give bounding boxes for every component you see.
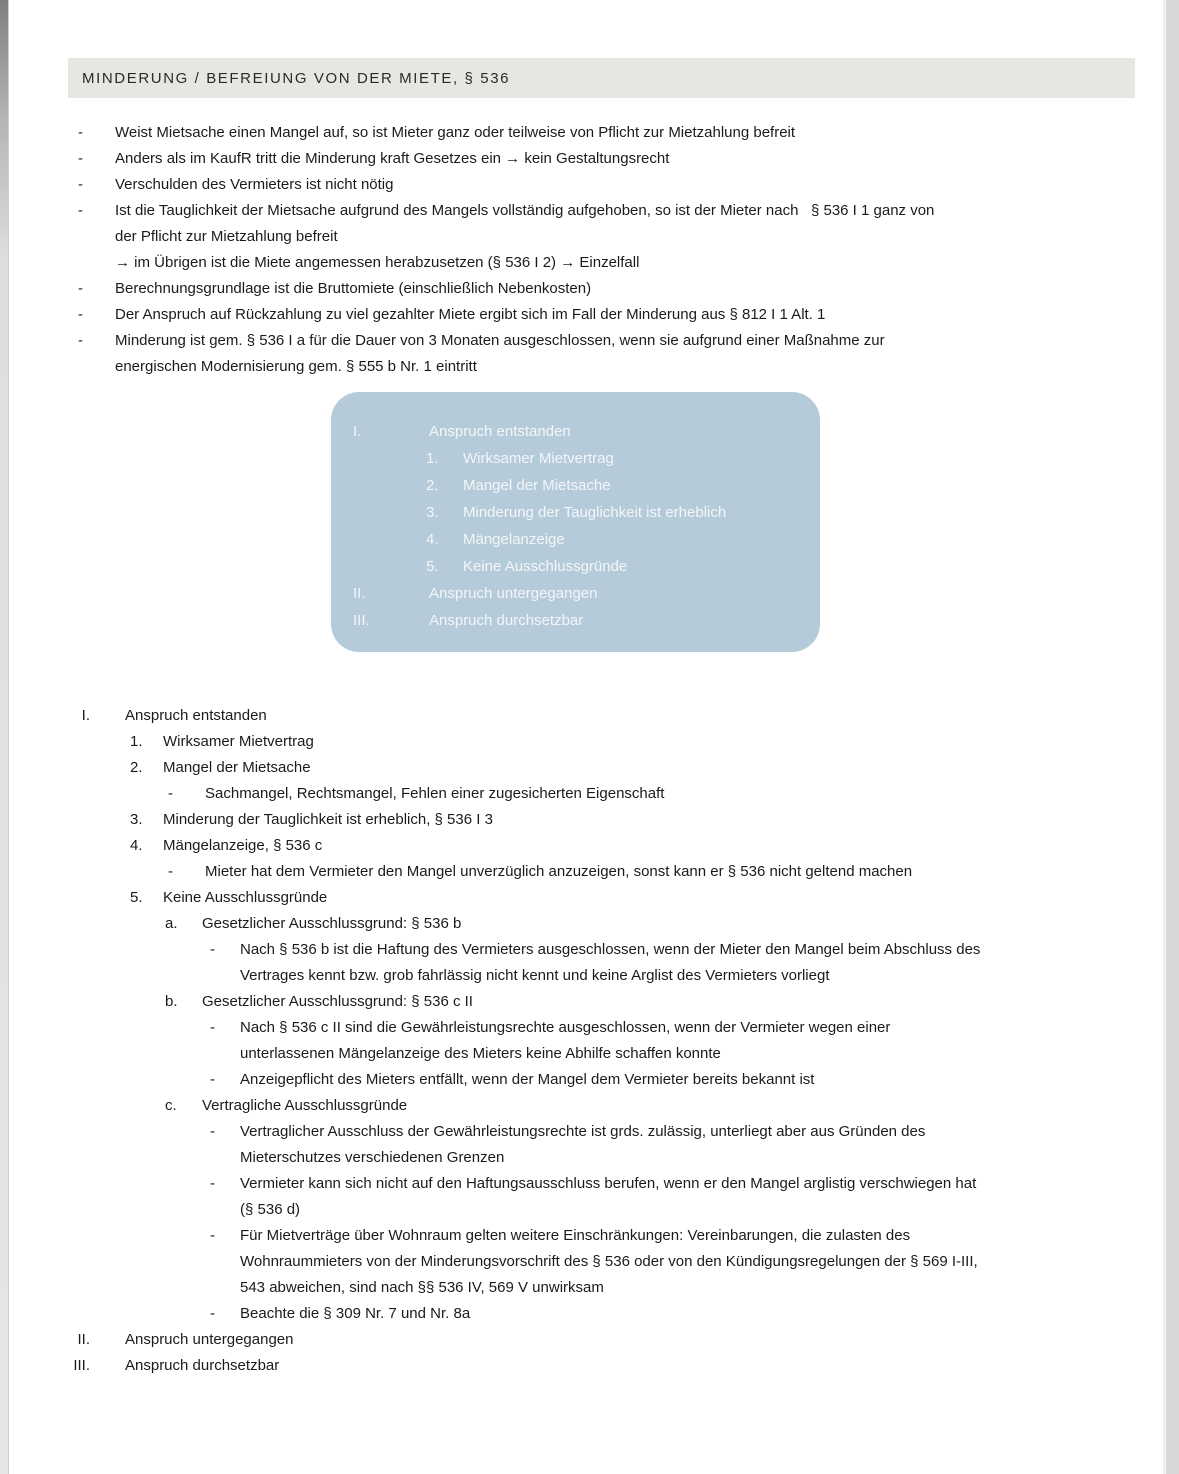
bullet-item xyxy=(78,276,1138,302)
outline-line: Mangel der Mietsache xyxy=(163,759,311,776)
outline-item xyxy=(130,755,1153,781)
outline-item xyxy=(210,1171,1153,1223)
outline-marker: - xyxy=(210,941,215,958)
bullet-item xyxy=(78,328,1138,380)
box-marker: 2. xyxy=(426,477,439,494)
outline-item xyxy=(165,911,1153,937)
bullet-line: Berechnungsgrundlage ist die Bruttomiete (einschließlich Nebenkosten) xyxy=(115,280,592,297)
box-item xyxy=(353,607,820,634)
bullet-dash: - xyxy=(78,176,83,193)
outline-marker: - xyxy=(168,863,173,880)
bullet-dash: - xyxy=(78,306,83,323)
box-label: Mängelanzeige xyxy=(463,531,565,548)
outline-line: Keine Ausschlussgründe xyxy=(163,889,328,906)
outline-line: Beachte die § 309 Nr. 7 und Nr. 8a xyxy=(240,1305,471,1322)
outline-item xyxy=(210,1223,1153,1301)
outline-marker: III. xyxy=(73,1357,90,1374)
outline-line: Anspruch entstanden xyxy=(125,707,267,724)
outline-item xyxy=(210,937,1153,989)
outline-line: Anspruch untergegangen xyxy=(125,1331,294,1348)
outline-item xyxy=(130,729,1153,755)
bullet-item xyxy=(78,302,1138,328)
outline-marker: 3. xyxy=(130,811,143,828)
outline-line: Nach § 536 c II sind die Gewährleistungsrechte ausgeschlossen, wenn der Vermieter wegen einer xyxy=(240,1019,891,1036)
outline-line: Nach § 536 b ist die Haftung des Vermieters ausgeschlossen, wenn der Mieter den Mangel beim Abschluss des xyxy=(240,941,981,958)
outline-line: Mieterschutzes verschiedenen Grenzen xyxy=(240,1149,505,1166)
bullet-line: Anders als im KaufR tritt die Minderung kraft Gesetzes ein → kein Gestaltungsrecht xyxy=(115,150,670,167)
outline-line: Mieter hat dem Vermieter den Mangel unverzüglich anzuzeigen, sonst kann er § 536 nicht geltend machen xyxy=(205,863,913,880)
bullet-item xyxy=(78,172,1138,198)
outline-line: Vertragliche Ausschlussgründe xyxy=(202,1097,408,1114)
bullet-item xyxy=(78,198,1138,276)
outline-line: Anzeigepflicht des Mieters entfällt, wenn der Mangel dem Vermieter bereits bekannt ist xyxy=(240,1071,815,1088)
outline-line: Minderung der Tauglichkeit ist erheblich, § 536 I 3 xyxy=(163,811,493,828)
box-item xyxy=(426,499,820,526)
outline-item xyxy=(63,1353,1153,1379)
outline-marker: - xyxy=(210,1305,215,1322)
outline-marker: - xyxy=(210,1071,215,1088)
box-label: Keine Ausschlussgründe xyxy=(463,558,628,575)
outline-line: unterlassenen Mängelanzeige des Mieters keine Abhilfe schaffen konnte xyxy=(240,1045,721,1062)
bullet-line: Ist die Tauglichkeit der Mietsache aufgrund des Mangels vollständig aufgehoben, so ist der Mieter nach § 536 I 1 ganz von xyxy=(115,202,935,219)
box-marker: 3. xyxy=(426,504,439,521)
bullet-dash: - xyxy=(78,202,83,219)
box-label: Minderung der Tauglichkeit ist erheblich xyxy=(463,504,727,521)
outline-line: Anspruch durchsetzbar xyxy=(125,1357,280,1374)
outline-marker: 2. xyxy=(130,759,143,776)
page-edge-right xyxy=(1163,0,1179,1474)
outline-item xyxy=(168,859,1153,885)
outline-marker: 1. xyxy=(130,733,143,750)
bullet-line: Der Anspruch auf Rückzahlung zu viel gezahlter Miete ergibt sich im Fall der Minderung aus § 812 I 1 Alt. 1 xyxy=(115,306,826,323)
outline-item xyxy=(210,1119,1153,1171)
outline-item xyxy=(165,1093,1153,1119)
outline-item xyxy=(210,1301,1153,1327)
bullet-dash: - xyxy=(78,332,83,349)
box-item xyxy=(353,418,820,445)
outline-line: (§ 536 d) xyxy=(240,1201,301,1218)
outline-line: Gesetzlicher Ausschlussgrund: § 536 c II xyxy=(202,993,473,1010)
outline-marker: c. xyxy=(165,1097,177,1114)
bullet-dash: - xyxy=(78,150,83,167)
box-marker: III. xyxy=(353,612,370,629)
outline-line: Wohnraummieters von der Minderungsvorschrift des § 536 oder von den Kündigungsregelungen der § 569 I-III, xyxy=(240,1253,978,1270)
box-marker: I. xyxy=(353,423,362,440)
outline-line: Sachmangel, Rechtsmangel, Fehlen einer zugesicherten Eigenschaft xyxy=(205,785,665,802)
bullet-dash: - xyxy=(78,124,83,141)
box-marker: 5. xyxy=(426,558,439,575)
intro-bullet-list xyxy=(78,120,1138,380)
section-header-bar xyxy=(68,58,1135,98)
bullet-line: Weist Mietsache einen Mangel auf, so ist Mieter ganz oder teilweise von Pflicht zur Mietzahlung befreit xyxy=(115,124,796,141)
box-item xyxy=(426,526,820,553)
outline-marker: - xyxy=(168,785,173,802)
box-label: Mangel der Mietsache xyxy=(463,477,611,494)
bullet-item xyxy=(78,120,1138,146)
outline-line: 543 abweichen, sind nach §§ 536 IV, 569 V unwirksam xyxy=(240,1279,604,1296)
outline-item xyxy=(165,989,1153,1015)
bullet-line: → im Übrigen ist die Miete angemessen herabzusetzen (§ 536 I 2) → Einzelfall xyxy=(115,254,640,271)
box-marker: 4. xyxy=(426,531,439,548)
section-title: MINDERUNG / BEFREIUNG VON DER MIETE, § 536 xyxy=(82,69,511,87)
outline-marker: - xyxy=(210,1123,215,1140)
outline-item xyxy=(130,807,1153,833)
bullet-dash: - xyxy=(78,280,83,297)
box-marker: II. xyxy=(353,585,366,602)
bullet-line: Verschulden des Vermieters ist nicht nötig xyxy=(115,176,394,193)
outline-line: Mängelanzeige, § 536 c xyxy=(163,837,323,854)
outline-item xyxy=(63,703,1153,729)
box-label: Wirksamer Mietvertrag xyxy=(463,450,614,467)
box-item xyxy=(426,472,820,499)
outline-item xyxy=(168,781,1153,807)
bullet-item xyxy=(78,146,1138,172)
outline-marker: - xyxy=(210,1019,215,1036)
outline-marker: a. xyxy=(165,915,178,932)
outline-line: Vertraglicher Ausschluss der Gewährleistungsrechte ist grds. zulässig, unterliegt aber aus Gründen des xyxy=(240,1123,926,1140)
outline-line: Gesetzlicher Ausschlussgrund: § 536 b xyxy=(202,915,462,932)
box-item xyxy=(353,580,820,607)
outline-item xyxy=(210,1015,1153,1067)
box-label: Anspruch untergegangen xyxy=(429,585,598,602)
outline-marker: 5. xyxy=(130,889,143,906)
outline-marker: II. xyxy=(77,1331,90,1348)
outline-line: Wirksamer Mietvertrag xyxy=(163,733,314,750)
box-label: Anspruch entstanden xyxy=(429,423,571,440)
outline-marker: - xyxy=(210,1227,215,1244)
box-item xyxy=(426,553,820,580)
page-edge-left xyxy=(0,0,9,1474)
outline-list xyxy=(63,703,1153,1379)
box-marker: 1. xyxy=(426,450,439,467)
outline-item xyxy=(210,1067,1153,1093)
outline-marker: I. xyxy=(81,707,90,724)
outline-item xyxy=(130,833,1153,859)
box-label: Anspruch durchsetzbar xyxy=(429,612,584,629)
outline-line: Vertrages kennt bzw. grob fahrlässig nicht kennt und keine Arglist des Vermieters vorliegt xyxy=(240,967,830,984)
outline-item xyxy=(63,1327,1153,1353)
overview-box xyxy=(331,392,820,652)
outline-marker: b. xyxy=(165,993,178,1010)
outline-marker: - xyxy=(210,1175,215,1192)
outline-line: Vermieter kann sich nicht auf den Haftungsausschluss berufen, wenn er den Mangel arglistig verschwiegen hat xyxy=(240,1175,977,1192)
bullet-line: der Pflicht zur Mietzahlung befreit xyxy=(115,228,338,245)
outline-line: Für Mietverträge über Wohnraum gelten weitere Einschränkungen: Vereinbarungen, die zulasten des xyxy=(240,1227,911,1244)
bullet-line: Minderung ist gem. § 536 I a für die Dauer von 3 Monaten ausgeschlossen, wenn sie aufgrund einer Maßnahme zur xyxy=(115,332,885,349)
box-item xyxy=(426,445,820,472)
outline-item xyxy=(130,885,1153,911)
outline-marker: 4. xyxy=(130,837,143,854)
bullet-line: energischen Modernisierung gem. § 555 b Nr. 1 eintritt xyxy=(115,358,477,375)
